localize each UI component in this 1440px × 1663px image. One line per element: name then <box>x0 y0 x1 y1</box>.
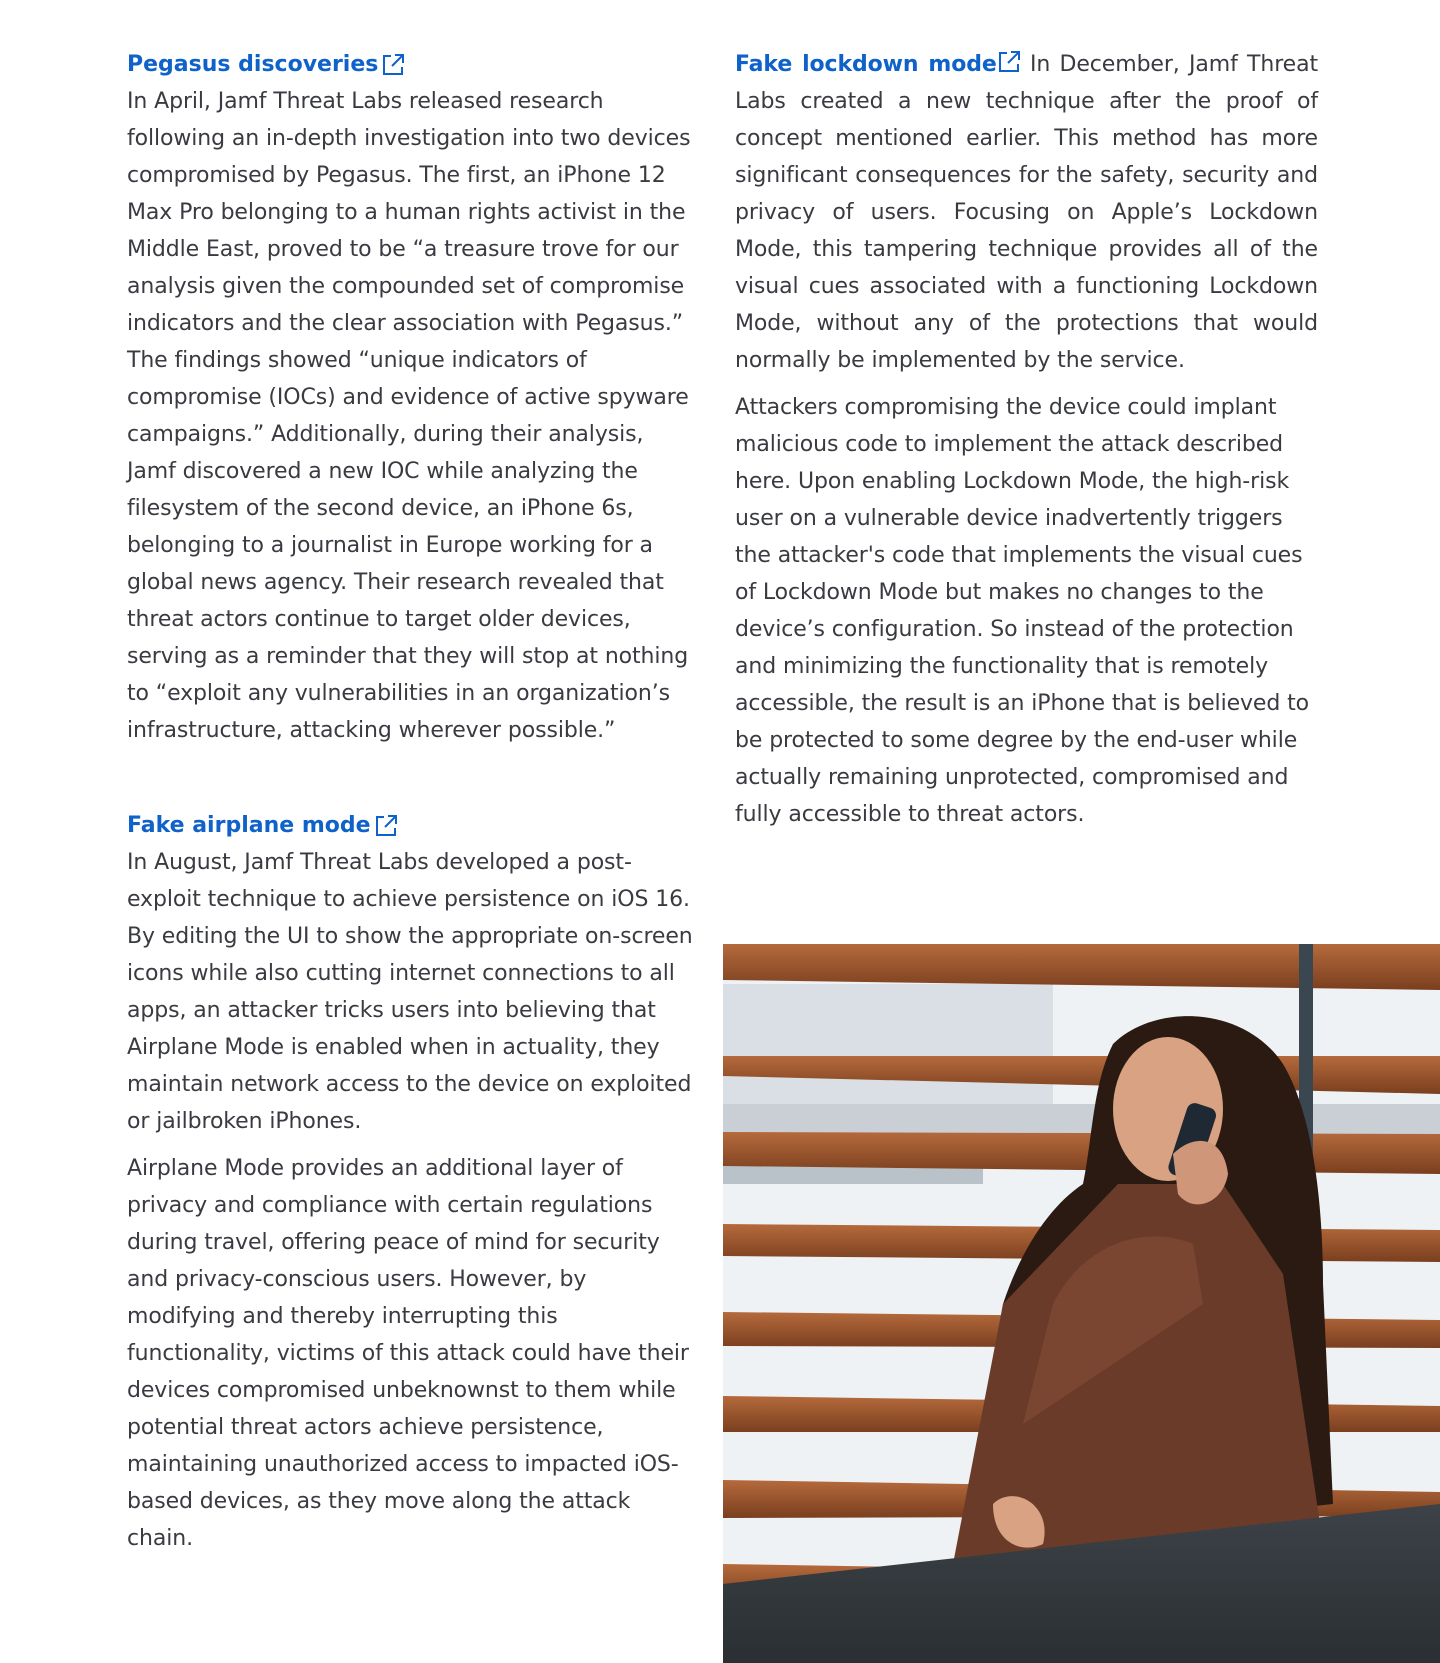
pegasus-paragraph: In April, Jamf Threat Labs released research following an in-depth investigation into two devices compromised by Pegasus. The first, an iPhone 12 Max Pro belonging to a human rights activist in the Middle East, proved to be “a treasure trove for our analysis given the compounded set of compromise indicators and the clear association with Pegasus.” The findings showed “unique indicators of compromise (IOCs) and evidence of active spyware campaigns.” Additionally, during their analysis, Jamf discovered a new IOC while analyzing the filesystem of the second device, an iPhone 6s, belonging to a journalist in Europe working for a global news agency. Their research revealed that threat actors continue to target older devices, serving as a reminder that they will stop at nothing to “exploit any vulnerabilities in an organization’s infrastructure, attacking wherever possible.” <box>127 89 691 743</box>
airplane-paragraph-2: Airplane Mode provides an additional layer of privacy and compliance with certain regulations during travel, offering peace of mind for security and privacy-conscious users. However, by modifying and thereby interrupting this functionality, victims of this attack could have their devices compromised unbeknownst to them while potential threat actors achieve persistence, maintaining unauthorized access to impacted iOS-based devices, as they move along the attack chain. <box>127 1156 689 1551</box>
lockdown-paragraph-2: Attackers compromising the device could implant malicious code to implement the attack described here. Upon enabling Lockdown Mode, the high-risk user on a vulnerable device inadvertently triggers the attacker's code that implements the visual cues of Lockdown Mode but makes no changes to the device’s configuration. So instead of the protection and minimizing the functionality that is remotely accessible, the result is an iPhone that is believed to be protected to some degree by the end-user while actually remaining unprotected, compromised and fully accessible to threat actors. <box>735 395 1310 827</box>
right-column <box>735 46 1318 833</box>
airplane-paragraph-1: In August, Jamf Threat Labs developed a post-exploit technique to achieve persistence on iOS 16. By editing the UI to show the appropriate on-screen icons while also cutting internet connections to all apps, an attacker tricks users into believing that Airplane Mode is enabled when in actuality, they maintain network access to the device on exploited or jailbroken iPhones. <box>127 850 693 1134</box>
lockdown-section <box>735 46 1318 833</box>
external-link-icon <box>374 814 398 838</box>
pegasus-discoveries-link[interactable] <box>127 46 405 83</box>
pegasus-heading-text: Pegasus discoveries <box>127 52 379 77</box>
fake-lockdown-mode-link[interactable] <box>735 52 1021 77</box>
external-link-icon <box>997 50 1021 74</box>
woman-on-phone-photo <box>723 944 1440 1663</box>
lockdown-intro-text: In December, Jamf Threat Labs created a new technique after the proof of concept mentioned earlier. This method has more significant consequences for the safety, security and privacy of users. Focusing on Apple’s Lockdown Mode, this tampering technique provides all of the visual cues associated with a functioning Lockdown Mode, without any of the protections that would normally be implemented by the service. <box>735 52 1318 373</box>
left-column <box>127 46 697 1557</box>
lockdown-heading-text: Fake lockdown mode <box>735 52 997 77</box>
airplane-section <box>127 807 697 1557</box>
pegasus-section <box>127 46 697 749</box>
fake-airplane-mode-link[interactable] <box>127 807 398 844</box>
external-link-icon <box>381 53 405 77</box>
lockdown-intro-paragraph <box>735 46 1318 379</box>
airplane-heading-text: Fake airplane mode <box>127 813 371 838</box>
